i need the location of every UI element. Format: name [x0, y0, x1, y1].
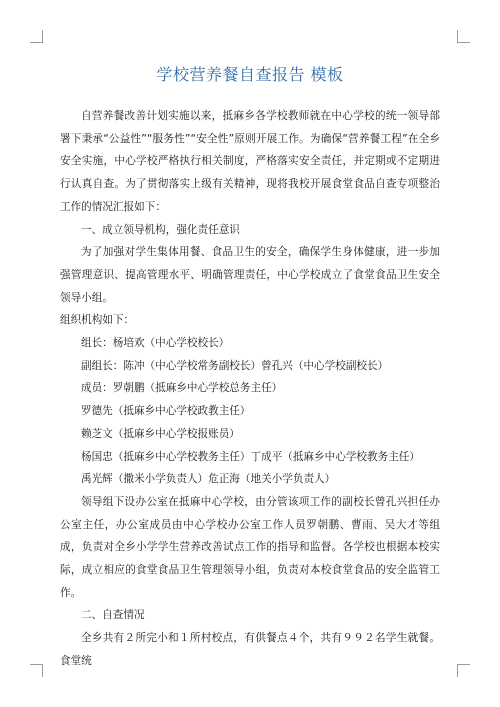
crop-mark-top-right — [457, 30, 470, 43]
document-page — [60, 62, 440, 673]
paragraph-intro: 自营养餐改善计划实施以来，抵麻乡各学校教师就在中心学校的统一领导部署下秉承“公益性”“服务性”“安全性”原则开展工作。为确保“营养餐工程”在全乡安全实施，中心学校严格执行相关制度，严格落实安全责任，并定期或不定期进行认真自查。为了贯彻落实上级有关精神，现将我校开展食堂食品自查专项整治工作的情况汇报如下： — [60, 110, 440, 213]
paragraph-org-intro: 组织机构如下： — [60, 314, 135, 327]
crop-mark-top-left — [30, 30, 43, 43]
member-luo-dexian: 罗德先（抵麻乡中心学校政教主任） — [81, 405, 251, 418]
member-yu-guanghui: 禹光辉（撒米小学负责人）危正海（地关小学负责人） — [81, 473, 336, 486]
section-heading-2: 二、自查情况 — [81, 609, 145, 622]
paragraph-office: 领导组下设办公室在抵麻中心学校，由分管该项工作的副校长曾孔兴担任办公室主任，办公室成员由中心学校办公室工作人员罗朝鹏、曹雨、吴大才等组成，负责对全乡小学学生营养改善试点工作的指导和监督。各学校也根据本校实际，成立相应的食堂食品卫生管理领导小组，负责对本校食堂食品的安全监管工作。 — [60, 495, 440, 599]
member-deputy: 副组长：陈冲（中心学校常务副校长）曾孔兴（中心学校副校长） — [81, 359, 389, 372]
paragraph-purpose: 为了加强对学生集体用餐、食品卫生的安全，确保学生身体健康，进一步加强管理意识、提高管理水平、明确管理责任，中心学校成立了食堂食品卫生安全领导小组。 — [60, 246, 440, 304]
paragraph-self-check: 全乡共有２所完小和１所村校点，有供餐点４个，共有９９２名学生就餐。食堂统 — [60, 632, 440, 667]
member-members: 成员：罗朝鹏（抵麻乡中心学校总务主任） — [81, 382, 283, 395]
document-title: 学校营养餐自查报告 模板 — [156, 65, 344, 84]
member-yang-guozhong: 杨国忠（抵麻乡中心学校教务主任）丁成平（抵麻乡中心学校教务主任） — [81, 450, 420, 463]
member-lai-zhiwen: 赖芝文（抵麻乡中心学校报账员） — [81, 427, 240, 440]
member-leader: 组长：杨培欢（中心学校校长） — [81, 337, 230, 350]
document-body — [60, 105, 440, 673]
section-heading-1: 一、成立领导机构，强化责任意识 — [81, 223, 240, 236]
crop-mark-bottom-left — [30, 664, 43, 677]
crop-mark-bottom-right — [457, 664, 470, 677]
